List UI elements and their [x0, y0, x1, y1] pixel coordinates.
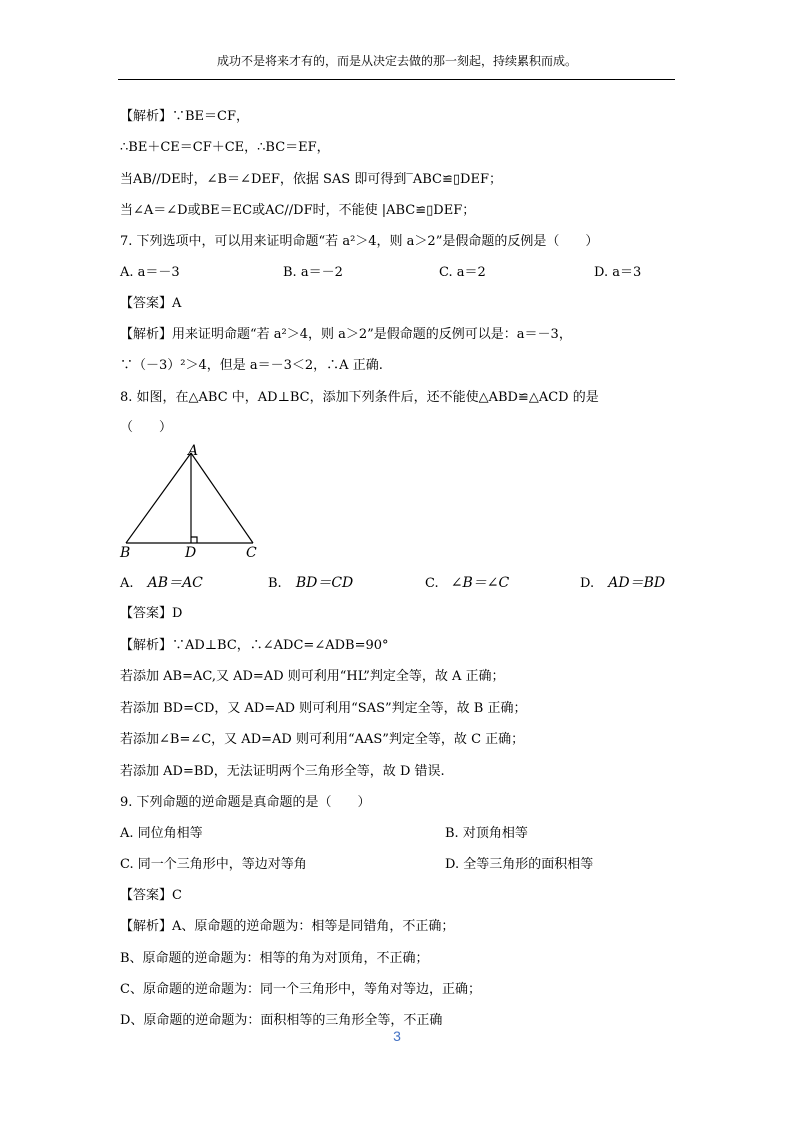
q9-answer: 【答案】C: [120, 888, 182, 903]
option-letter: A.: [120, 576, 134, 591]
q6-analysis-line-1: 【解析】∵BE＝CF，: [120, 109, 250, 124]
q7-option-d: D. a＝3: [594, 265, 642, 280]
q8-stem-paren: （ ）: [120, 420, 173, 435]
q8-analysis-line-2: 若添加 AB=AC,又 AD=AD 则可利用“HL”判定全等，故 A 正确；: [120, 669, 505, 684]
side-ab: [126, 453, 191, 543]
triangle-abc-figure: [118, 443, 268, 563]
q8-analysis-line-1: 【解析】∵AD⊥BC，∴∠ADC=∠ADB=90°: [120, 638, 389, 653]
q7-analysis-line-1: 【解析】用来证明命题“若 a²＞4，则 a＞2”是假命题的反例可以是：a＝－3，: [120, 327, 572, 342]
q9-option-c: C. 同一个三角形中，等边对等角: [120, 857, 307, 872]
q7-answer: 【答案】A: [120, 296, 182, 311]
option-math: AD＝BD: [608, 575, 666, 591]
option-math: BD＝CD: [295, 575, 354, 591]
q6-analysis-line-4: 当∠A＝∠D或BE＝EC或AC//DF时，不能使 |ABC≌▯DEF；: [120, 203, 476, 218]
q9-option-a: A. 同位角相等: [120, 826, 203, 841]
option-letter: B.: [268, 576, 282, 591]
q9-stem: 9. 下列命题的逆命题是真命题的是（ ）: [120, 795, 371, 810]
q7-option-c: C. a＝2: [439, 265, 486, 280]
q7-analysis-line-2: ∵（－3）²＞4，但是 a＝－3＜2，∴A 正确.: [120, 358, 383, 373]
q8-analysis-line-4: 若添加∠B=∠C，又 AD=AD 则可利用“AAS”判定全等，故 C 正确；: [120, 732, 525, 747]
option-letter: C.: [425, 576, 439, 591]
q8-option-d: [580, 572, 665, 592]
q8-answer: 【答案】D: [120, 606, 183, 621]
label-c: C: [246, 545, 257, 561]
q8-option-a: [120, 572, 203, 592]
q9-option-b: B. 对顶角相等: [445, 826, 528, 841]
label-d: D: [185, 545, 197, 561]
q9-analysis-line-4: D、原命题的逆命题为：面积相等的三角形全等，不正确: [120, 1013, 443, 1028]
q9-analysis-line-3: C、原命题的逆命题为：同一个三角形中，等角对等边，正确；: [120, 982, 481, 997]
q8-stem: 8. 如图，在△ABC 中，AD⊥BC，添加下列条件后，还不能使△ABD≌△ACD 的是: [120, 390, 599, 405]
header-divider: [118, 79, 675, 80]
q6-analysis-line-3: 当AB//DE时，∠B＝∠DEF，依据 SAS 即可得到‾ABC≌▯DEF；: [120, 172, 502, 187]
option-math: ∠B＝∠C: [450, 575, 510, 591]
q8-option-c: [425, 572, 509, 592]
q7-option-b: B. a＝－2: [283, 265, 343, 280]
q7-option-a: A. a＝－3: [120, 265, 180, 280]
option-letter: D.: [580, 576, 595, 591]
page-number: 3: [393, 1028, 401, 1044]
right-angle-mark: [191, 537, 197, 543]
q7-stem: 7. 下列选项中，可以用来证明命题“若 a²＞4，则 a＞2”是假命题的反例是（ ）: [120, 234, 599, 249]
label-a: A: [188, 443, 199, 459]
page-header-motto: 成功不是将来才有的，而是从决定去做的那一刻起，持续累积而成。: [216, 54, 577, 68]
q9-analysis-line-2: B、原命题的逆命题为：相等的角为对顶角，不正确；: [120, 951, 429, 966]
side-ac: [191, 453, 253, 543]
q6-analysis-line-2: ∴BE＋CE＝CF＋CE，∴BC＝EF，: [120, 140, 330, 155]
q8-analysis-line-3: 若添加 BD=CD，又 AD=AD 则可利用“SAS”判定全等，故 B 正确；: [120, 701, 527, 716]
q9-option-d: D. 全等三角形的面积相等: [445, 857, 594, 872]
q8-option-b: [268, 572, 353, 592]
option-math: AB＝AC: [147, 575, 203, 591]
q8-analysis-line-5: 若添加 AD=BD，无法证明两个三角形全等，故 D 错误.: [120, 764, 445, 779]
q9-analysis-line-1: 【解析】A、原命题的逆命题为：相等是同错角，不正确；: [120, 919, 455, 934]
label-b: B: [120, 545, 131, 561]
